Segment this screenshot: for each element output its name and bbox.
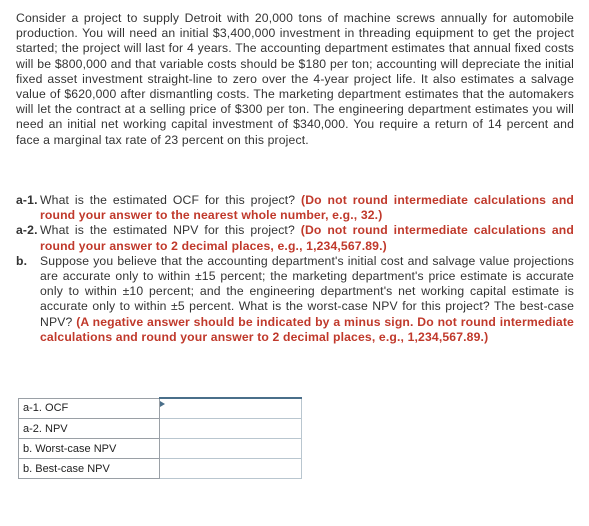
question-b xyxy=(16,254,574,345)
worst-case-npv-input[interactable] xyxy=(160,440,301,458)
question-text: What is the estimated OCF for this project? xyxy=(40,193,296,207)
question-instruction: (A negative answer should be indicated by a minus sign. Do not round intermediate calculations and round your answer to 2 decimal places, e.g., 1,234,567.89.) xyxy=(40,314,574,344)
answer-label: b. Worst-case NPV xyxy=(19,439,160,459)
problem-statement: Consider a project to supply Detroit with 20,000 tons of machine screws annually for automobile production. You will need an initial $3,400,000 investment in threading equipment to get the project started; the project will last for 4 years. The accounting department estimates that annual fixed costs will be $800,000 and that variable costs should be $180 per ton; accounting will depreciate the initial fixed asset investment straight-line to zero over the 4-year project life. It also estimates a salvage value of $620,000 after dismantling costs. The marketing department estimates that the automakers will let the contract at a selling price of $300 per ton. The engineering department estimates you will need an initial net working capital investment of $340,000. You require a return of 14 percent and face a marginal tax rate of 23 percent on this project. xyxy=(16,11,574,147)
answer-label: a-2. NPV xyxy=(19,419,160,439)
question-text: Suppose you believe that the accounting department's initial cost and salvage value projections are accurate only to within ±15 percent; the marketing department's price estimate is accurate only to within ±10 percent; and the engineering department's net working capital estimate is accurate only to within ±5 percent. What is the worst-case NPV for this project? The best-case NPV? xyxy=(40,253,574,329)
answer-label: a-1. OCF xyxy=(19,398,160,419)
ocf-input[interactable] xyxy=(160,400,301,418)
question-instruction: (Do not round intermediate calculations and round your answer to 2 decimal places, e.g., 1,234,567.89.) xyxy=(40,223,574,253)
answer-row-best-case xyxy=(19,459,302,479)
answer-table xyxy=(18,397,302,479)
question-label: a-2. xyxy=(16,223,38,238)
question-a2 xyxy=(16,223,574,253)
question-label: b. xyxy=(16,253,28,268)
question-list xyxy=(16,193,574,345)
answer-row-npv xyxy=(19,419,302,439)
question-a1 xyxy=(16,193,574,223)
best-case-npv-input[interactable] xyxy=(160,460,301,478)
active-cell-marker-icon xyxy=(160,401,165,407)
question-text: What is the estimated NPV for this project? xyxy=(40,223,295,238)
npv-input[interactable] xyxy=(160,420,301,438)
answer-row-worst-case xyxy=(19,439,302,459)
question-label: a-1. xyxy=(16,193,38,207)
answer-label: b. Best-case NPV xyxy=(19,459,160,479)
answer-row-ocf xyxy=(19,398,302,419)
question-instruction: (Do not round intermediate calculations and round your answer to the nearest whole number, e.g., 32.) xyxy=(40,193,575,223)
